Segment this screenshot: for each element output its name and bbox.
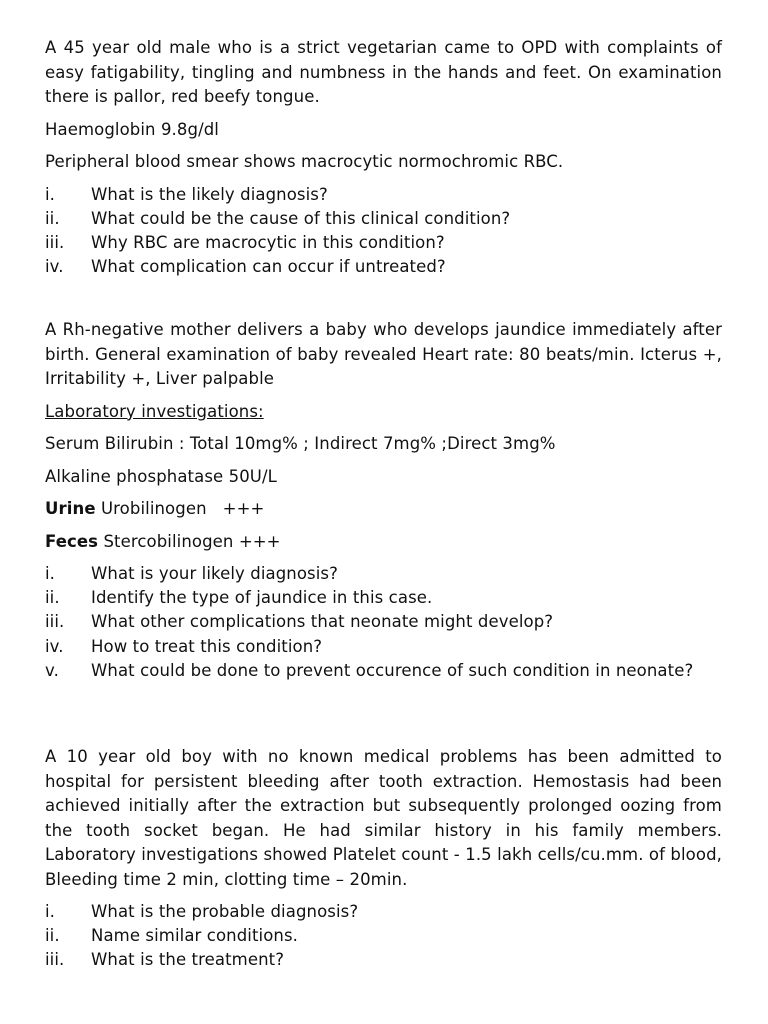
question-number: v. [45,660,59,680]
question-number: i. [45,564,56,583]
case-2-urine [45,497,722,522]
question-item [45,586,722,610]
question-item [45,948,722,972]
case-1-haemoglobin: Haemoglobin 9.8g/dl [45,119,219,139]
case-2 [45,318,722,683]
question-item [45,255,722,279]
case-2-intro: A Rh-negative mother delivers a baby who develops jaundice immediately after birth. General examination of baby revealed Heart rate: 80 beats/min. Icterus +, Irritability +, Liver palpable [45,320,722,388]
question-number: ii. [45,588,60,608]
case-3 [45,745,722,973]
question-item [45,231,722,255]
question-item [45,900,722,924]
question-number: iv. [45,257,64,277]
question-text: Identify the type of jaundice in this case. [91,588,433,608]
question-text: Why RBC are macrocytic in this condition? [91,232,445,252]
question-text: What is the treatment? [91,950,285,970]
urine-label: Urine [45,499,96,518]
question-item [45,207,722,231]
question-text: What is the likely diagnosis? [91,184,328,204]
question-text: What is the probable diagnosis? [91,902,359,921]
question-text: How to treat this condition? [91,636,323,656]
case-2-bilirubin: Serum Bilirubin : Total 10mg% ; Indirect 7mg% ;Direct 3mg% [45,434,556,453]
question-number: iii. [45,232,65,252]
case-3-questions [45,900,722,973]
question-number: iii. [45,950,65,970]
question-number: ii. [45,926,60,946]
case-2-lab-heading: Laboratory investigations: [45,401,264,421]
urine-value: Urobilinogen +++ [95,499,265,518]
question-item [45,924,722,948]
question-text: What could be the cause of this clinical condition? [91,208,511,228]
case-2-questions [45,562,722,683]
case-1-intro: A 45 year old male who is a strict vegetarian came to OPD with complaints of easy fatigability, tingling and numbness in the hands and feet. On examination there is pallor, red beefy tongue. [45,38,722,106]
feces-value: Stercobilinogen +++ [98,531,281,551]
question-item [45,659,722,683]
case-1-questions [45,183,722,280]
case-3-intro: A 10 year old boy with no known medical problems has been admitted to hospital for persistent bleeding after tooth extraction. Hemostasis had been achieved initially after the extraction but subsequently prolonged oozing from the tooth socket began. He had similar history in his family members. Laboratory investigations showed Platelet count - 1.5 lakh cells/cu.mm. of blood, Bleeding time 2 min, clotting time – 20min. [45,747,722,889]
question-text: Name similar conditions. [91,926,299,946]
feces-label: Feces [45,531,99,551]
question-item [45,610,722,634]
question-number: iv. [45,636,64,656]
question-text: What is your likely diagnosis? [91,564,338,583]
case-2-alkaline-phosphatase: Alkaline phosphatase 50U/L [45,466,277,486]
question-item [45,562,722,586]
question-item [45,635,722,659]
question-text: What could be done to prevent occurence of such condition in neonate? [91,660,694,680]
case-2-feces [45,530,722,555]
question-text: What other complications that neonate might develop? [91,612,554,632]
question-item [45,183,722,207]
case-1-smear: Peripheral blood smear shows macrocytic normochromic RBC. [45,152,564,171]
question-number: iii. [45,612,65,632]
question-number: i. [45,184,56,204]
question-text: What complication can occur if untreated? [91,257,446,277]
question-number: ii. [45,208,60,228]
case-1 [45,36,722,279]
question-number: i. [45,902,56,921]
